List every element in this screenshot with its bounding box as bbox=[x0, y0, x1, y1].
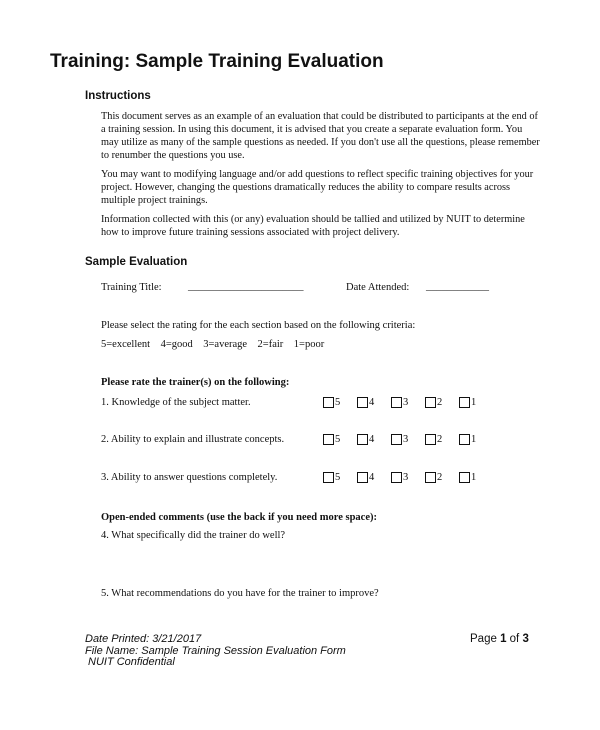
rating-option[interactable]: 5 bbox=[323, 434, 357, 445]
date-attended-label: Date Attended: bbox=[346, 282, 410, 293]
instructions-paragraph-2: You may want to modifying language and/or add questions to reflect specific training objectives for your project. However, changing the questions dramatically reduces the ability to compare results across multiple project trainings. bbox=[101, 169, 534, 206]
rating-option[interactable]: 4 bbox=[357, 472, 391, 483]
sample-evaluation-heading: Sample Evaluation bbox=[85, 256, 188, 268]
rating-option[interactable]: 5 bbox=[323, 472, 357, 483]
question-3-label: 3. Ability to answer questions completely. bbox=[101, 472, 278, 483]
checkbox[interactable] bbox=[357, 472, 368, 483]
checkbox[interactable] bbox=[391, 434, 402, 445]
question-1-label: 1. Knowledge of the subject matter. bbox=[101, 397, 251, 408]
checkbox[interactable] bbox=[459, 397, 470, 408]
question-3-ratings bbox=[323, 472, 493, 483]
checkbox[interactable] bbox=[425, 472, 436, 483]
checkbox[interactable] bbox=[357, 397, 368, 408]
checkbox[interactable] bbox=[323, 434, 334, 445]
question-1-ratings bbox=[323, 397, 493, 408]
rating-option[interactable]: 3 bbox=[391, 472, 425, 483]
instructions-heading: Instructions bbox=[85, 90, 151, 102]
training-title-field[interactable]: ______________________ bbox=[188, 281, 304, 292]
checkbox[interactable] bbox=[391, 397, 402, 408]
open-ended-heading: Open-ended comments (use the back if you need more space): bbox=[101, 512, 377, 523]
question-5-label: 5. What recommendations do you have for the trainer to improve? bbox=[101, 588, 379, 599]
rating-option[interactable]: 5 bbox=[323, 397, 357, 408]
checkbox[interactable] bbox=[391, 472, 402, 483]
page-number: Page 1 of 3 bbox=[470, 633, 529, 645]
rating-option[interactable]: 4 bbox=[357, 434, 391, 445]
footer-file-name: File Name: Sample Training Session Evaluation Form bbox=[85, 645, 346, 657]
checkbox[interactable] bbox=[323, 472, 334, 483]
question-2-label: 2. Ability to explain and illustrate concepts. bbox=[101, 434, 285, 445]
rating-option[interactable]: 1 bbox=[459, 434, 493, 445]
date-attended-field[interactable]: ____________ bbox=[426, 281, 489, 292]
checkbox[interactable] bbox=[357, 434, 368, 445]
checkbox[interactable] bbox=[459, 434, 470, 445]
question-4-label: 4. What specifically did the trainer do well? bbox=[101, 530, 286, 541]
rating-option[interactable]: 2 bbox=[425, 397, 459, 408]
checkbox[interactable] bbox=[459, 472, 470, 483]
checkbox[interactable] bbox=[425, 434, 436, 445]
rating-option[interactable]: 2 bbox=[425, 434, 459, 445]
rating-option[interactable]: 3 bbox=[391, 434, 425, 445]
criteria-text: Please select the rating for the each section based on the following criteria: bbox=[101, 320, 416, 331]
rating-option[interactable]: 1 bbox=[459, 472, 493, 483]
instructions-paragraph-1: This document serves as an example of an evaluation that could be distributed to participants at the end of a training session. In using this document, it is advised that you create a separate evaluation form. You may utilize as many of the sample questions as needed. If you don't use all the questions, please remember to renumber the questions you use. bbox=[101, 111, 540, 161]
checkbox[interactable] bbox=[425, 397, 436, 408]
footer-date-printed: Date Printed: 3/21/2017 bbox=[85, 633, 202, 645]
rate-trainer-heading: Please rate the trainer(s) on the following: bbox=[101, 377, 290, 388]
rating-option[interactable]: 3 bbox=[391, 397, 425, 408]
rating-option[interactable]: 1 bbox=[459, 397, 493, 408]
footer-confidential: NUIT Confidential bbox=[88, 656, 175, 668]
instructions-paragraph-3: Information collected with this (or any) evaluation should be tallied and utilized by NUIT to determine how to improve future training sessions associated with project delivery. bbox=[101, 214, 525, 238]
question-2-ratings bbox=[323, 434, 493, 445]
page-title: Training: Sample Training Evaluation bbox=[50, 51, 384, 72]
rating-scale-text: 5=excellent 4=good 3=average 2=fair 1=poor bbox=[101, 339, 325, 350]
rating-option[interactable]: 2 bbox=[425, 472, 459, 483]
checkbox[interactable] bbox=[323, 397, 334, 408]
training-title-label: Training Title: bbox=[101, 282, 162, 293]
rating-option[interactable]: 4 bbox=[357, 397, 391, 408]
